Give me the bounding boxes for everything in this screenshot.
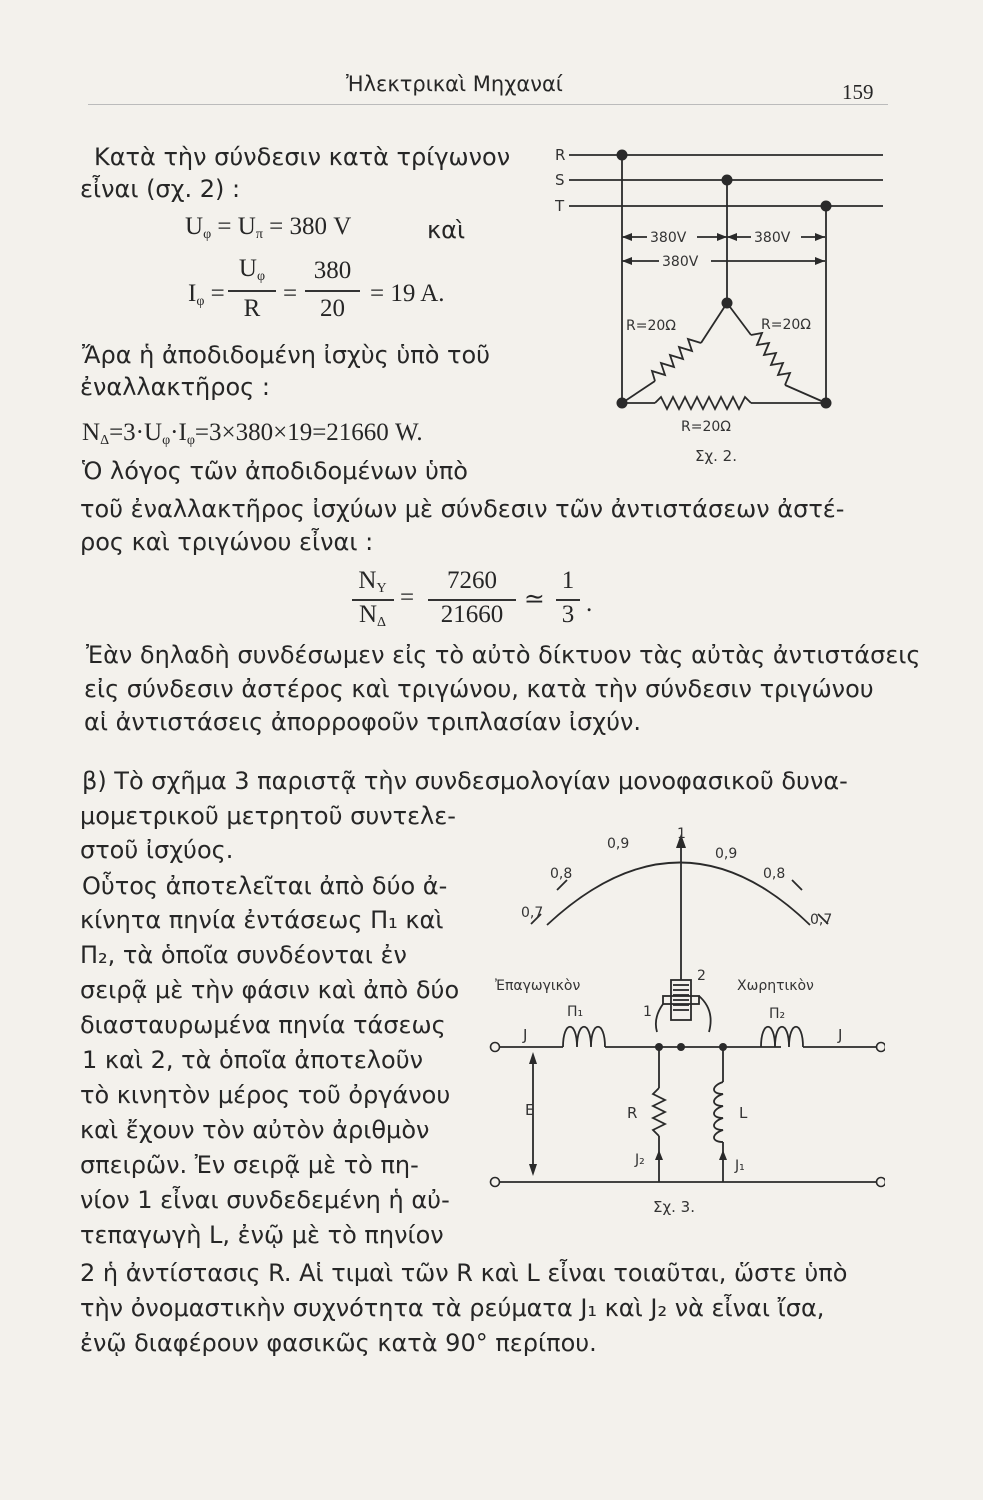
label-coil-2: 2: [697, 968, 706, 984]
fraction2-denominator: 20: [320, 295, 345, 322]
resistor-r: [653, 1088, 665, 1136]
equation-current-lhs: $I_\varphi$ =: [188, 280, 225, 309]
section-b-line17: ἐνῷ διαφέρουν φασικῶς κατὰ 90° περίπου.: [80, 1329, 597, 1357]
label-capacitive: Χωρητικὸν: [737, 978, 814, 994]
page-number: 159: [842, 80, 874, 104]
voltage-label-right: 380V: [754, 230, 791, 246]
scale-label-08-left: 0,8: [550, 866, 573, 882]
figure-2-diagram: [555, 135, 885, 470]
ratio-equals: =: [400, 584, 415, 611]
label-coil-p1: Π₁: [567, 1004, 584, 1020]
label-coil-1: 1: [643, 1004, 652, 1020]
section-b-line8: διασταυρωμένα πηνία τάσεως: [80, 1011, 446, 1039]
inductor-l: [714, 1082, 723, 1142]
phase-label-s: S: [555, 171, 565, 189]
resistor-right: [751, 333, 790, 385]
equation-current-result: = 19 A.: [370, 280, 445, 307]
fraction2-numerator: 380: [313, 257, 352, 284]
equation-voltage: $U_\varphi = U_\pi = 380$ V: [185, 213, 352, 242]
label-e: E: [525, 1101, 535, 1119]
label-j2: J₂: [635, 1152, 645, 1168]
figure-3-caption: Σχ. 3.: [653, 1198, 695, 1216]
power-line2: ἐναλλακτῆρος :: [80, 373, 270, 401]
ratio-left-denominator: $N_\Delta$: [358, 601, 387, 630]
section-b-line5: κίνητα πηνία ἐντάσεως Π₁ καὶ: [80, 906, 444, 934]
label-j-right: J: [838, 1026, 843, 1044]
scale-label-07-right: 0,7: [810, 912, 833, 928]
ratio-period: .: [586, 590, 593, 617]
scale-label-07-left: 0,7: [521, 905, 544, 921]
ratio-line2: τοῦ ἐναλλακτῆρος ἰσχύων μὲ σύνδεσιν τῶν ἀντιστάσεων ἀστέ-: [80, 495, 845, 523]
fraction1-bar: [228, 290, 276, 292]
conclusion-line2: εἰς σύνδεσιν ἀστέρος καὶ τριγώνου, κατὰ τὴν σύνδεσιν τριγώνου: [84, 675, 874, 703]
power-equation: $N_\Delta=3\cdot U_\varphi\cdot I_\varphi=3\times 380\times 19=21660$ W.: [82, 419, 423, 448]
section-b-line13: νίον 1 εἶναι συνδεδεμένη ἡ αὐ-: [80, 1186, 450, 1214]
section-b-line1: β) Τὸ σχῆμα 3 παριστᾷ τὴν συνδεσμολογίαν μονοφασικοῦ δυνα-: [82, 767, 848, 795]
equation-kai: καὶ: [427, 216, 466, 244]
resistor-left: [652, 339, 701, 381]
label-j-left: J: [523, 1026, 528, 1044]
ratio-mid-numerator: 7260: [447, 567, 497, 594]
section-b-line9: 1 καὶ 2, τὰ ὁποῖα ἀποτελοῦν: [82, 1046, 423, 1074]
resistor-bottom: [655, 397, 751, 409]
section-b-line14: τεπαγωγὴ L, ἐνῷ μὲ τὸ πηνίον: [80, 1221, 444, 1249]
conclusion-line3: αἱ ἀντιστάσεις ἀπορροφοῦν τριπλασίαν ἰσχύν.: [84, 708, 641, 736]
phase-label-r: R: [555, 146, 566, 164]
phase-label-t: T: [555, 197, 565, 215]
section-b-line12: σπειρῶν. Ἐν σειρᾷ μὲ τὸ πη-: [80, 1151, 419, 1179]
current-coil-p2: [761, 1027, 803, 1047]
ratio-line1: Ὁ λόγος τῶν ἀποδιδομένων ὑπὸ: [82, 457, 468, 485]
ratio-line3: ρος καὶ τριγώνου εἶναι :: [80, 528, 374, 556]
section-b-line15: 2 ἡ ἀντίστασις R. Αἱ τιμαὶ τῶν R καὶ L εἶναι τοιαῦται, ὥστε ὑπὸ: [80, 1259, 848, 1287]
section-b-line6: Π₂, τὰ ὁποῖα συνδέονται ἐν: [80, 941, 407, 969]
fraction2-bar: [305, 290, 360, 292]
ratio-approx: ≃: [524, 586, 545, 613]
scale-label-09-left: 0,9: [607, 836, 630, 852]
label-j1: J₁: [735, 1158, 745, 1174]
ratio-mid-denominator: 21660: [440, 601, 504, 628]
ratio-right-denominator: 3: [561, 601, 575, 628]
resistor-label-left: R=20Ω: [626, 318, 676, 334]
triangle-intro-line2: εἶναι (σχ. 2) :: [80, 175, 241, 203]
conclusion-line1: Ἐὰν δηλαδὴ συνδέσωμεν εἰς τὸ αὐτὸ δίκτυον τὰς αὐτὰς ἀντιστάσεις: [86, 641, 921, 669]
section-b-line10: τὸ κινητὸν μέρος τοῦ ὀργάνου: [80, 1081, 451, 1109]
resistor-label-bottom: R=20Ω: [681, 419, 731, 435]
label-inductive: Ἐπαγωγικὸν: [495, 978, 581, 994]
section-b-line2: μομετρικοῦ μετρητοῦ συντελε-: [80, 802, 456, 830]
section-b-line7: σειρᾷ μὲ τὴν φάσιν καὶ ἀπὸ δύο: [80, 976, 460, 1004]
label-coil-p2: Π₂: [769, 1006, 786, 1022]
current-coil-p1: [563, 1027, 605, 1047]
triangle-intro-line1: Κατὰ τὴν σύνδεσιν κατὰ τρίγωνον: [94, 143, 511, 171]
ratio-right-numerator: 1: [561, 567, 575, 594]
voltage-label-bottom: 380V: [662, 254, 699, 270]
section-b-line3: στοῦ ἰσχύος.: [80, 836, 234, 864]
section-b-line16: τὴν ὀνομαστικὴν συχνότητα τὰ ρεύματα J₁ καὶ J₂ νὰ εἶναι ἴσα,: [80, 1294, 825, 1322]
scale-label-08-right: 0,8: [763, 866, 786, 882]
section-b-line11: καὶ ἔχουν τὸν αὐτὸν ἀριθμὸν: [80, 1116, 430, 1144]
running-head: Ἠλεκτρικαὶ Μηχαναί: [346, 72, 563, 96]
figure-3-diagram: [485, 820, 885, 1220]
fraction1-denominator: R: [243, 295, 261, 322]
scale-label-1: 1: [677, 826, 686, 842]
scale-label-09-right: 0,9: [715, 846, 738, 862]
resistor-label-right: R=20Ω: [761, 317, 811, 333]
ratio-left-numerator: $N_\Upsilon$: [358, 567, 387, 596]
header-rule: [88, 104, 888, 105]
voltage-label-left: 380V: [650, 230, 687, 246]
figure-2-caption: Σχ. 2.: [695, 447, 737, 465]
equals-sign: =: [283, 280, 298, 307]
power-line1: Ἄρα ἡ ἀποδιδομένη ἰσχὺς ὑπὸ τοῦ: [82, 341, 491, 369]
section-b-line4: Οὗτος ἀποτελεῖται ἀπὸ δύο ἀ-: [82, 872, 448, 900]
label-r: R: [627, 1104, 638, 1122]
fraction1-numerator: $U_\varphi$: [238, 255, 266, 284]
label-l: L: [739, 1104, 748, 1122]
